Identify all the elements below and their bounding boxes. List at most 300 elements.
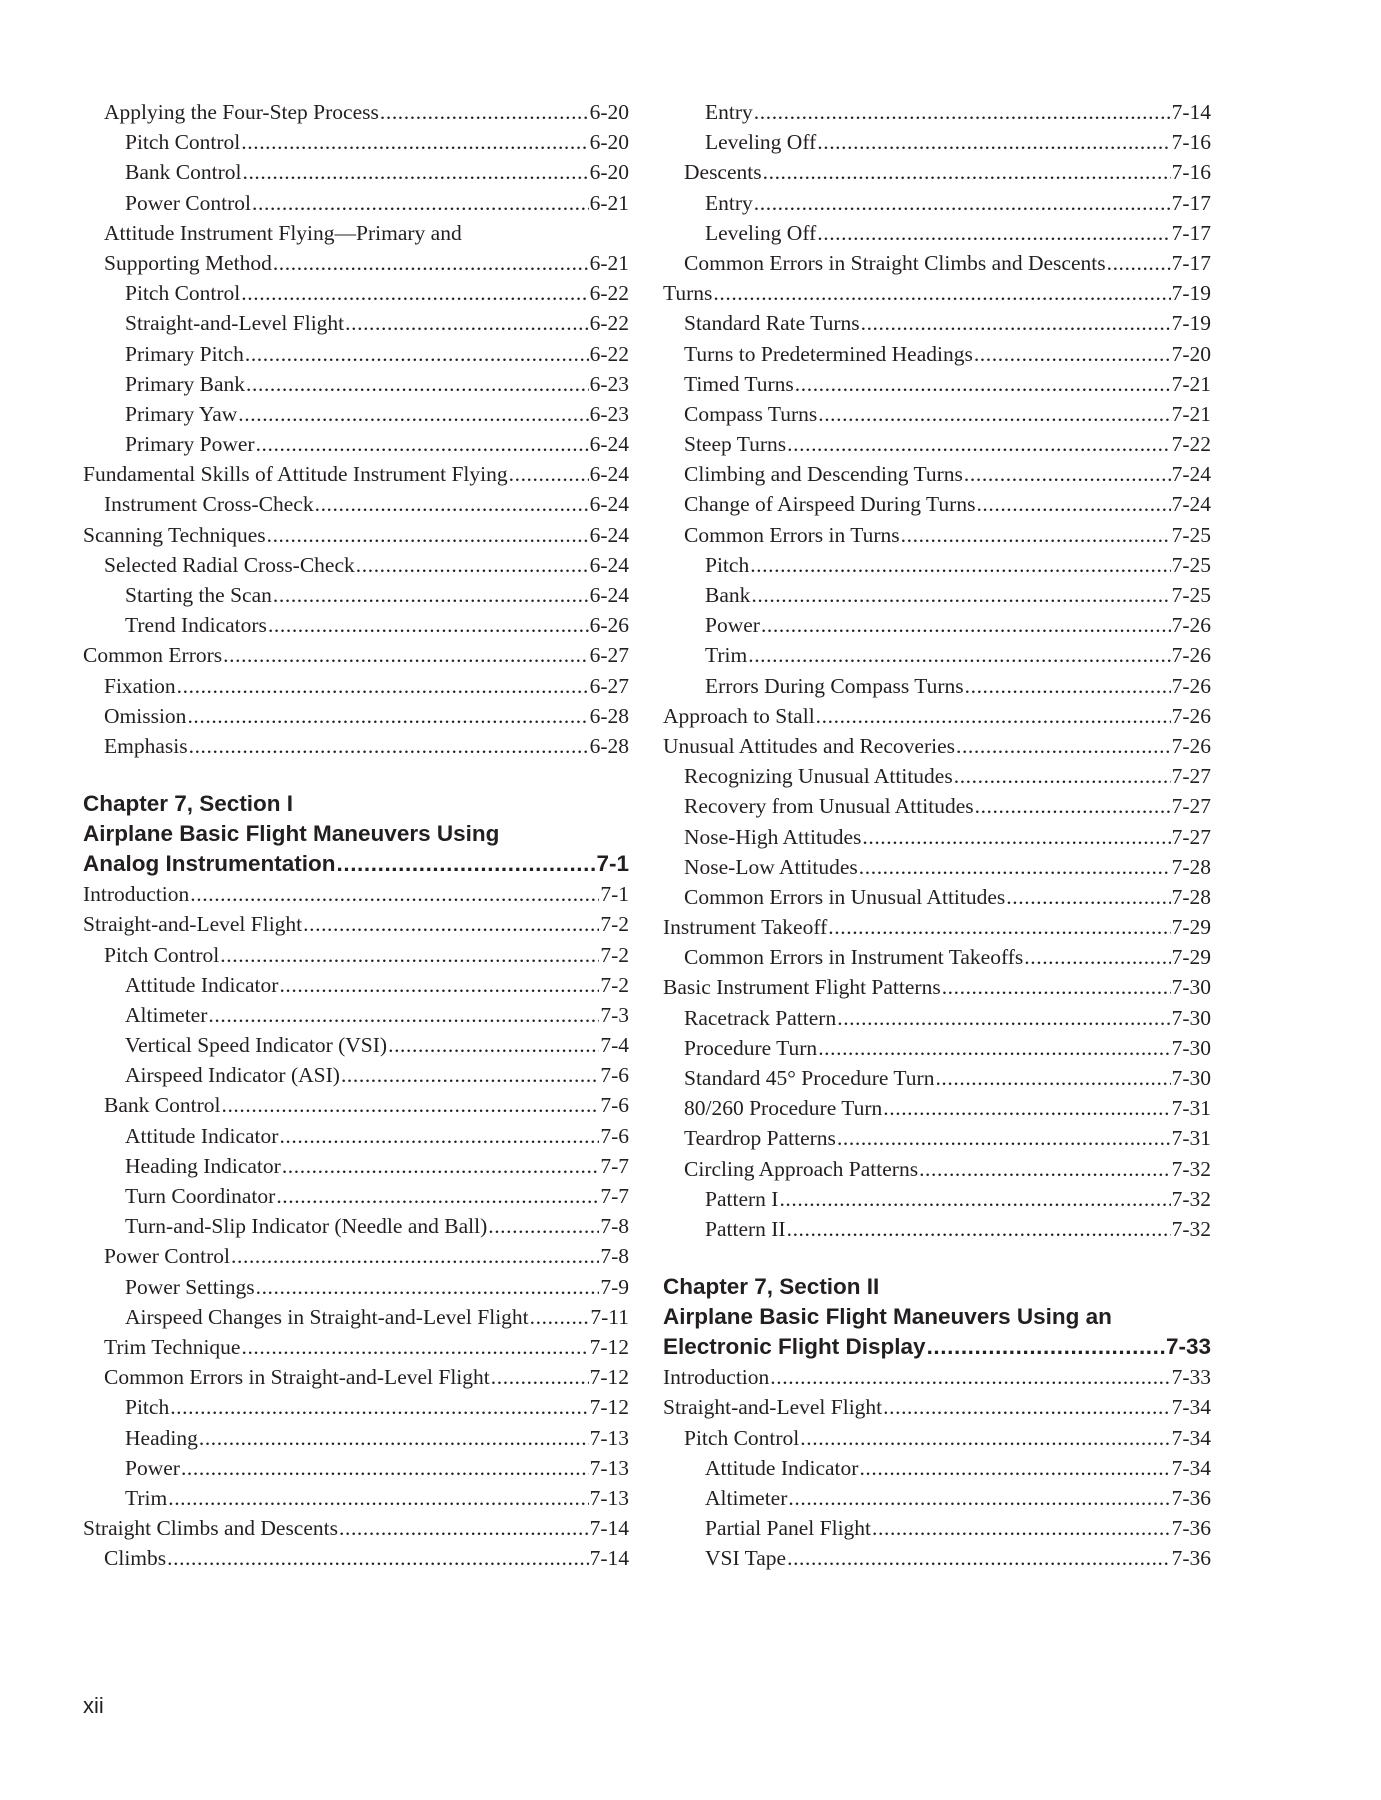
toc-entry[interactable] [83,1302,629,1332]
toc-entry-page: 6-20 [589,160,629,185]
toc-entry[interactable] [83,1392,629,1422]
toc-entry-label: Nose-High Attitudes [684,824,862,849]
toc-entry[interactable] [663,429,1211,459]
toc-entry[interactable] [83,218,629,248]
toc-entry[interactable] [83,308,629,338]
toc-entry[interactable] [663,1184,1211,1214]
toc-entry-label: Turns to Predetermined Headings [684,341,973,366]
toc-entry[interactable] [663,157,1211,187]
dot-leader [770,1362,1170,1392]
toc-entry-label: Partial Panel Flight [705,1516,872,1541]
toc-entry-label: Unusual Attitudes and Recoveries [663,733,955,758]
toc-entry[interactable] [663,1003,1211,1033]
toc-entry-page: 6-24 [589,522,629,547]
toc-entry-page: 7-25 [1171,583,1211,607]
toc-entry[interactable] [663,1214,1211,1244]
toc-entry[interactable] [83,1211,629,1241]
toc-entry-label: Vertical Speed Indicator (VSI) [125,1033,388,1058]
dot-leader [1024,942,1170,972]
dot-leader [974,339,1171,369]
toc-entry[interactable] [663,640,1211,670]
toc-entry-label: Attitude Instrument Flying—Primary and [104,220,462,245]
toc-entry-page: 6-21 [589,250,629,275]
toc-entry-label: Standard Rate Turns [684,311,860,336]
toc-list-pre [663,97,1211,1244]
toc-entry-label: Primary Yaw [125,401,238,426]
dot-leader [975,791,1171,821]
toc-entry-page: 7-7 [600,1153,629,1178]
toc-entry-label: Instrument Cross-Check [104,492,314,517]
dot-leader [223,640,588,670]
toc-entry[interactable] [663,459,1211,489]
toc-entry-page: 7-25 [1171,522,1211,547]
toc-entry-page: 7-26 [1171,673,1211,698]
toc-entry-label: Climbs [104,1546,167,1571]
toc-entry[interactable] [83,1060,629,1090]
toc-entry-page: 7-13 [589,1455,629,1480]
toc-entry-label: Common Errors in Straight Climbs and Descents [684,250,1106,275]
toc-entry[interactable] [83,550,629,580]
toc-entry[interactable] [663,248,1211,278]
toc-entry-label: Straight-and-Level Flight [83,912,303,937]
toc-entry[interactable] [83,520,629,550]
toc-entry-label: Power Settings [125,1274,255,1299]
toc-entry-label: Heading [125,1425,198,1450]
dot-leader [750,550,1170,580]
dot-leader [245,339,589,369]
toc-entry[interactable] [663,822,1211,852]
toc-entry[interactable] [663,1392,1211,1422]
toc-entry[interactable] [663,761,1211,791]
toc-entry-label: Bank [705,583,751,607]
dot-leader [189,731,589,761]
toc-entry-page: 6-20 [589,100,629,124]
toc-entry-label: Leveling Off [705,130,817,155]
toc-entry-page: 7-32 [1171,1186,1211,1211]
toc-entry-page: 7-7 [600,1184,629,1208]
dot-leader [748,640,1170,670]
dot-leader [241,127,588,157]
toc-entry[interactable] [83,369,629,399]
toc-entry-label: Fixation [104,673,176,698]
toc-entry-page: 7-31 [1171,1096,1211,1121]
toc-entry-page: 7-33 [1171,1365,1211,1390]
toc-entry[interactable] [83,731,629,761]
dot-leader [919,1154,1171,1184]
toc-entry-page: 7-17 [1171,250,1211,275]
toc-entry[interactable] [83,339,629,369]
toc-left-column [83,97,629,1573]
dot-leader [509,459,589,489]
toc-entry-label: Pattern II [705,1216,786,1241]
toc-entry-label: Pitch [705,552,750,577]
toc-entry-label: Power Control [104,1244,231,1269]
dot-leader [282,1151,600,1181]
toc-entry-page: 6-20 [589,130,629,155]
toc-entry-page: 7-2 [600,972,629,997]
toc-entry-label: Instrument Takeoff [663,915,828,940]
toc-entry-label: Pitch Control [125,281,241,306]
toc-entry[interactable] [663,912,1211,942]
toc-entry[interactable] [83,879,629,909]
toc-entry[interactable] [663,127,1211,157]
toc-entry-label: Approach to Stall [663,703,815,728]
toc-entry-label: Common Errors in Unusual Attitudes [684,884,1006,909]
toc-entry[interactable] [663,1063,1211,1093]
toc-entry[interactable] [663,550,1211,580]
toc-entry[interactable] [663,1332,1211,1362]
toc-entry-page: 7-8 [600,1244,629,1269]
toc-entry-label: Fundamental Skills of Attitude Instrument Flying [83,462,508,487]
toc-list-pre [83,97,629,761]
dot-leader [817,127,1170,157]
toc-entry[interactable] [663,399,1211,429]
toc-entry[interactable] [83,1121,629,1151]
toc-entry-page: 7-2 [600,912,629,937]
toc-entry[interactable] [83,248,629,278]
toc-entry-label: Scanning Techniques [83,522,266,547]
toc-entry-page: 7-21 [1171,371,1211,396]
toc-entry-page: 7-2 [600,942,629,967]
dot-leader [861,308,1171,338]
dot-leader [828,912,1170,942]
toc-entry-label: Straight Climbs and Descents [83,1516,338,1541]
dot-leader [927,1332,1165,1362]
dot-leader [761,610,1171,640]
dot-leader [279,970,599,1000]
dot-leader [800,1423,1170,1453]
toc-entry-label: Altimeter [125,1002,208,1027]
toc-entry[interactable] [663,1543,1211,1573]
page-number: xii [83,1693,104,1718]
toc-entry[interactable] [83,1000,629,1030]
toc-entry-label: Leveling Off [705,220,817,245]
toc-entry[interactable] [663,852,1211,882]
toc-entry[interactable] [663,1483,1211,1513]
toc-entry-page: 7-26 [1171,703,1211,728]
toc-entry-label: Recovery from Unusual Attitudes [684,794,974,819]
chapter-title-line-3: Electronic Flight Display [663,1334,926,1360]
toc-entry-page: 6-24 [589,462,629,487]
toc-entry-page: 7-3 [600,1002,629,1027]
dot-leader [859,1453,1170,1483]
toc-entry-label: Teardrop Patterns [684,1126,836,1151]
toc-entry-page: 6-22 [589,341,629,366]
dot-leader [795,369,1171,399]
toc-entry[interactable] [663,188,1211,218]
dot-leader [388,1030,599,1060]
toc-entry[interactable] [83,849,629,879]
toc-entry-page: 7-19 [1171,281,1211,306]
toc-entry[interactable] [83,1513,629,1543]
toc-entry[interactable] [663,610,1211,640]
toc-entry-label: Power Control [125,190,252,215]
toc-entry-page: 7-12 [589,1395,629,1420]
toc-entry[interactable] [83,1272,629,1302]
dot-leader [315,489,589,519]
toc-entry-page: 7-17 [1171,190,1211,215]
section-gap [663,1244,1211,1272]
toc-entry-page: 7-11 [590,1304,629,1329]
toc-entry[interactable] [663,580,1211,610]
toc-entry-page: 6-28 [589,703,629,728]
toc-entry-page: 7-28 [1171,884,1211,909]
toc-entry-label: Heading Indicator [125,1153,281,1178]
dot-leader [273,580,589,610]
toc-entry-label: Primary Power [125,432,255,457]
toc-entry-label: Common Errors in Instrument Takeoffs [684,945,1024,970]
toc-entry-page: 7-36 [1171,1546,1211,1571]
toc-entry[interactable] [663,882,1211,912]
toc-entry[interactable] [663,1513,1211,1543]
dot-leader [754,188,1171,218]
toc-entry[interactable] [663,942,1211,972]
toc-entry[interactable] [663,308,1211,338]
dot-leader [751,580,1170,610]
toc-entry-page: 7-14 [589,1516,629,1541]
toc-entry[interactable] [83,97,629,127]
dot-leader [199,1423,589,1453]
toc-entry[interactable] [83,671,629,701]
dot-leader [942,972,1171,1002]
toc-entry-label: Turns [663,281,713,306]
toc-entry-page: 7-30 [1171,975,1211,1000]
toc-entry[interactable] [663,1033,1211,1063]
toc-entry-label: Introduction [83,882,190,907]
dot-leader [177,671,589,701]
dot-leader [1006,882,1170,912]
toc-entry[interactable] [663,339,1211,369]
dot-leader [818,1033,1170,1063]
dot-leader [341,1060,599,1090]
toc-entry[interactable] [83,127,629,157]
dot-leader [787,429,1170,459]
toc-entry-label: Turn Coordinator [125,1184,276,1208]
toc-entry-label: Supporting Method [104,250,272,275]
dot-leader [883,1392,1170,1422]
dot-leader [859,852,1171,882]
toc-entry[interactable] [663,278,1211,308]
dot-leader [491,1362,589,1392]
toc-entry[interactable] [83,1241,629,1271]
toc-entry-page: 7-4 [600,1033,629,1058]
toc-entry-page: 6-24 [589,583,629,607]
dot-leader [242,157,588,187]
toc-entry-page: 7-8 [600,1214,629,1239]
chapter-title-line-2: Airplane Basic Flight Maneuvers Using [83,821,500,847]
dot-leader [788,1483,1170,1513]
toc-entry[interactable] [83,640,629,670]
toc-entry-label: Power [125,1455,180,1480]
toc-entry-page: 6-24 [589,492,629,517]
toc-entry-page: 7-30 [1171,1066,1211,1090]
toc-entry-label: Procedure Turn [684,1035,818,1060]
dot-leader [221,1090,599,1120]
toc-entry[interactable] [83,940,629,970]
toc-entry-page: 7-14 [589,1546,629,1571]
toc-entry[interactable] [663,701,1211,731]
toc-entry-label: Omission [104,703,187,728]
toc-entry-label: Change of Airspeed During Turns [684,492,976,517]
toc-entry-label: Basic Instrument Flight Patterns [663,975,941,1000]
toc-entry[interactable] [83,399,629,429]
toc-entry-page: 6-24 [589,432,629,457]
toc-entry[interactable] [663,1423,1211,1453]
dot-leader [208,1000,599,1030]
dot-leader [837,1123,1171,1153]
toc-entry[interactable] [663,1453,1211,1483]
toc-entry[interactable] [83,489,629,519]
toc-entry[interactable] [663,218,1211,248]
toc-entry[interactable] [83,429,629,459]
dot-leader [380,97,589,127]
toc-entry-page: 7-27 [1171,824,1211,849]
toc-entry-label: Trim Technique [104,1334,241,1359]
toc-entry[interactable] [663,671,1211,701]
dot-leader [241,278,588,308]
toc-entry[interactable] [663,1123,1211,1153]
dot-leader [241,1332,588,1362]
dot-leader [256,429,589,459]
toc-entry-page: 7-6 [600,1063,629,1088]
dot-leader [273,248,589,278]
toc-entry-page: 7-30 [1171,1005,1211,1030]
dot-leader [713,278,1170,308]
toc-entry[interactable] [663,972,1211,1002]
dot-leader [817,218,1170,248]
dot-leader [763,157,1171,187]
dot-leader [167,1543,588,1573]
chapter-title-line-2: Airplane Basic Flight Maneuvers Using an [663,1304,1112,1330]
toc-entry-page: 7-16 [1171,160,1211,185]
toc-entry[interactable] [83,1423,629,1453]
toc-entry-label: Errors During Compass Turns [705,673,964,698]
toc-entry-label: Airspeed Changes in Straight-and-Level Flight [125,1304,529,1329]
toc-entry-page: 7-26 [1171,643,1211,668]
dot-leader [779,1184,1170,1214]
toc-entry[interactable] [83,909,629,939]
toc-entry[interactable] [83,1483,629,1513]
dot-leader [901,520,1171,550]
toc-entry-label: Pitch [125,1395,170,1420]
toc-entry[interactable] [663,1154,1211,1184]
dot-leader [190,879,599,909]
toc-entry-label: Compass Turns [684,401,818,426]
toc-entry-page: 7-14 [1171,100,1211,124]
toc-entry[interactable] [663,369,1211,399]
toc-entry[interactable] [83,1151,629,1181]
dot-leader [883,1093,1170,1123]
toc-entry-label: Entry [705,190,753,215]
toc-entry-page: 7-9 [600,1274,629,1299]
toc-entry[interactable] [83,278,629,308]
dot-leader [862,822,1170,852]
toc-entry-label: Altimeter [705,1485,788,1510]
toc-entry[interactable] [83,1362,629,1392]
toc-entry-page: 6-23 [589,371,629,396]
toc-entry[interactable] [83,459,629,489]
toc-entry-label: Pitch Control [104,942,220,967]
toc-entry[interactable] [663,1362,1211,1392]
toc-entry-label: Common Errors in Turns [684,522,900,547]
toc-entry[interactable] [83,701,629,731]
toc-entry-label: Racetrack Pattern [684,1005,837,1030]
toc-entry-page: 7-27 [1171,794,1211,819]
toc-entry-page: 7-20 [1171,341,1211,366]
dot-leader [1107,248,1171,278]
toc-entry[interactable] [83,580,629,610]
toc-entry-label: Timed Turns [684,371,794,396]
toc-entry-label: Starting the Scan [125,583,272,607]
toc-entry[interactable] [83,1332,629,1362]
toc-entry-page: 6-23 [589,401,629,426]
toc-entry-page: 7-27 [1171,764,1211,789]
toc-entry[interactable] [663,520,1211,550]
chapter-page: 7-1 [596,851,629,877]
toc-entry-page: 7-34 [1171,1425,1211,1450]
toc-entry-page: 7-36 [1171,1485,1211,1510]
toc-entry-label: Steep Turns [684,432,787,457]
toc-entry-page: 6-27 [589,673,629,698]
toc-entry[interactable] [663,731,1211,761]
toc-entry[interactable] [83,1090,629,1120]
toc-entry-page: 7-16 [1171,130,1211,155]
toc-entry[interactable] [663,489,1211,519]
toc-entry[interactable] [663,791,1211,821]
toc-entry-label: Nose-Low Attitudes [684,854,858,879]
toc-entry-page: 7-19 [1171,311,1211,336]
toc-entry[interactable] [663,97,1211,127]
toc-entry[interactable] [83,188,629,218]
chapter-heading [663,1272,1211,1362]
dot-leader [954,761,1171,791]
chapter-title-line-1: Chapter 7, Section I [83,791,294,817]
toc-entry-label: Introduction [663,1365,770,1390]
toc-entry[interactable] [83,610,629,640]
dot-leader [787,1543,1170,1573]
toc-entry-label: Pattern I [705,1186,779,1211]
dot-leader [754,97,1171,127]
toc-entry-label: Trend Indicators [125,613,267,638]
toc-entry-page: 7-26 [1171,613,1211,638]
toc-entry-label: Power [705,613,760,638]
dot-leader [252,188,589,218]
toc-entry-page: 6-28 [589,733,629,758]
toc-entry-label: Trim [705,643,748,668]
toc-entry-page: 7-29 [1171,945,1211,970]
toc-entry[interactable] [83,157,629,187]
toc-entry-label: Straight-and-Level Flight [663,1395,883,1420]
toc-entry-label: Standard 45° Procedure Turn [684,1066,935,1090]
toc-entry-label: Attitude Indicator [705,1455,859,1480]
toc-entry-label: Straight-and-Level Flight [125,311,345,336]
toc-entry[interactable] [83,1543,629,1573]
toc-entry-page: 7-26 [1171,733,1211,758]
toc-entry[interactable] [83,970,629,1000]
toc-entry[interactable] [83,1030,629,1060]
dot-leader [964,459,1171,489]
toc-entry-label: VSI Tape [705,1546,787,1571]
toc-entry-page: 7-21 [1171,401,1211,426]
dot-leader [339,1513,589,1543]
toc-entry[interactable] [83,1181,629,1211]
toc-entry[interactable] [663,1093,1211,1123]
toc-entry-page: 6-27 [589,643,629,668]
toc-entry[interactable] [83,1453,629,1483]
toc-entry-label: Emphasis [104,733,188,758]
dot-leader [787,1214,1171,1244]
toc-entry-page: 7-29 [1171,915,1211,940]
